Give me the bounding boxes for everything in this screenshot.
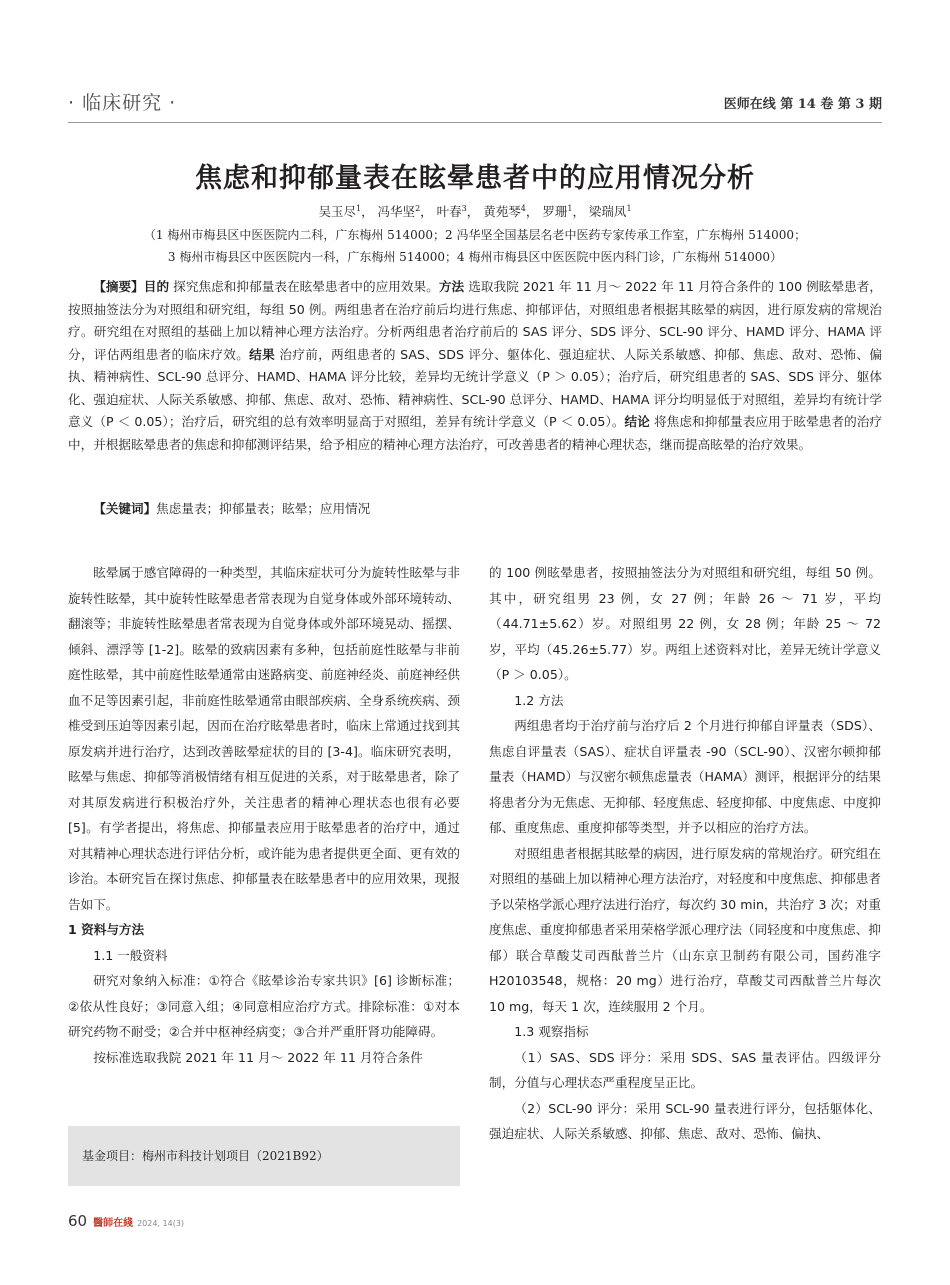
observation-paragraph-1: （1）SAS、SDS 评分：采用 SDS、SAS 量表评估。四级评分制，分值与心理状态严重程度呈正比。: [489, 1049, 881, 1090]
affiliation-line-1: （1 梅州市梅县区中医医院内二科，广东梅州 514000；2 冯华坚全国基层名老中医药专家传承工作室，广东梅州 514000；: [143, 228, 807, 242]
affiliation-line-2: 3 梅州市梅县区中医医院内一科，广东梅州 514000；4 梅州市梅县区中医医院中医内科门诊，广东梅州 514000）: [167, 250, 783, 264]
section-heading: 1 资料与方法: [68, 922, 145, 937]
result-text: 治疗前，两组患者的 SAS、SDS 评分、躯体化、强迫症状、人际关系敏感、抑郁、焦虑、敌对、恐怖、偏执、精神病性、SCL-90 总评分、HAMD、HAMA 评分比较，差异均无统计学意义（P ＞ 0.05）；治疗后，研究组患者的 SAS、SDS 评分、躯体化、强迫症状、人际关系敏感、抑郁、焦虑、敌对、恐怖、精神病性、SCL-90 总评分、HAMD、HAMA 评分均明显低于对照组，差异均有统计学意义（P ＜ 0.05）；治疗后，研究组的总有效率明显高于对照组，差异有统计学意义（P ＜ 0.05）。: [68, 346, 883, 429]
author-list: 吴玉尽$^1$， 冯华坚$^2$， 叶春$^3$， 黄苑琴$^4$， 罗珊$^1$， 梁瑞凤$^1$: [318, 203, 632, 219]
article-title: 焦虑和抑郁量表在眩晕患者中的应用情况分析: [195, 163, 755, 194]
funding-text: 基金项目：梅州市科技计划项目（2021B92）: [82, 1149, 329, 1163]
author-affil-num: 2: [415, 203, 421, 213]
page-number: 60: [68, 1212, 88, 1230]
section-label: · 临床研究 ·: [68, 92, 177, 114]
author-affil-num: 4: [520, 203, 526, 213]
subsection-heading: 1.3 观察指标: [514, 1024, 589, 1039]
right-column: [489, 560, 881, 1147]
subsection-heading: 1.2 方法: [514, 692, 564, 708]
page-header: [68, 84, 882, 124]
keywords-label: 【关键词】: [93, 501, 157, 516]
conclusion-label: 结论: [624, 414, 650, 429]
funding-box: [68, 1126, 460, 1186]
keywords-text: 焦虑量表；抑郁量表；眩晕；应用情况: [156, 501, 371, 516]
purpose-text: 探究焦虑和抑郁量表在眩晕患者中的应用效果。: [173, 279, 439, 294]
author-name: 罗珊: [542, 204, 568, 219]
author-affil-num: 3: [461, 203, 467, 213]
keywords: [68, 498, 882, 521]
journal-issue-info: 医师在线 第 14 卷 第 3 期: [723, 97, 882, 112]
continued-paragraph: 的 100 例眩晕患者，按照抽签法分为对照组和研究组，每组 50 例。其中，研究组男 23 例，女 27 例；年龄 26 ～ 71 岁，平均（44.71±5.62）岁。对照组男 22 例，女 28 例；年龄 25 ～ 72 岁，平均（45.26±5.77）岁。两组上述资料对比，差异无统计学意义（P ＞ 0.05）。: [489, 565, 881, 682]
footer-journal-logo: 醫師在綫: [93, 1218, 134, 1229]
conclusion-text: 将焦虑和抑郁量表应用于眩晕患者的治疗中，并根据眩晕患者的焦虑和抑郁测评结果，给予相应的精神心理方法治疗，可改善患者的精神心理状态，继而提高眩晕的治疗效果。: [68, 414, 883, 452]
inclusion-paragraph: 研究对象纳入标准：①符合《眩晕诊治专家共识》[6] 诊断标准；②依从性良好；③同意入组；④同意相应治疗方式。排除标准：①对本研究药物不耐受；②合并中枢神经病变；③合并严重肝肾功能障碍。: [68, 973, 460, 1039]
intro-paragraph: 眩晕属于感官障碍的一种类型，其临床症状可分为旋转性眩晕与非旋转性眩晕，其中旋转性眩晕患者常表现为自觉身体或外部环境转动、翻滚等；非旋转性眩晕患者常表现为自觉身体或外部环境晃动、摇摆、倾斜、漂浮等 [1-2]。眩晕的致病因素有多种，包括前庭性眩晕与非前庭性眩晕，其中前庭性眩晕通常由迷路病变、前庭神经炎、前庭神经供血不足等因素引起，非前庭性眩晕通常由眼部疾病、全身系统疾病、颈椎受到压迫等因素引起，因而在治疗眩晕患者时，临床上常通过找到其原发病并进行治疗，达到改善眩晕症状的目的 [3-4]。临床研究表明，眩晕与焦虑、抑郁等消极情绪有相互促进的关系，对于眩晕患者，除了对其原发病进行积极治疗外，关注患者的精神心理状态也很有必要 [5]。有学者提出，将焦虑、抑郁量表应用于眩晕患者的治疗中，通过对其精神心理状态进行评估分析，或许能为患者提供更全面、更有效的诊治。本研究旨在探讨焦虑、抑郁量表在眩晕患者中的应用效果，现报告如下。: [68, 565, 460, 912]
method-paragraph-1: 两组患者均于治疗前与治疗后 2 个月进行抑郁自评量表（SDS）、焦虑自评量表（SAS）、症状自评量表 -90（SCL-90）、汉密尔顿抑郁量表（HAMD）与汉密尔顿焦虑量表（HAMA）测评，根据评分的结果将患者分为无焦虑、无抑郁、轻度焦虑、轻度抑郁、中度焦虑、中度抑郁、重度焦虑、重度抑郁等类型，并予以相应的治疗方法。: [489, 718, 881, 835]
author-name: 黄苑琴: [483, 204, 521, 219]
observation-paragraph-2: （2）SCL-90 评分：采用 SCL-90 量表进行评分，包括躯体化、强迫症状、人际关系敏感、抑郁、焦虑、敌对、恐怖、偏执、: [489, 1100, 881, 1141]
header-divider: [68, 122, 882, 123]
author-name: 叶春: [436, 204, 462, 219]
author-affil-num: 1: [355, 203, 362, 213]
result-label: 结果: [249, 346, 276, 362]
author-affil-num: 1: [567, 203, 573, 213]
author-name: 梁瑞凤: [588, 204, 627, 219]
selection-paragraph: 按标准选取我院 2021 年 11 月～ 2022 年 11 月符合条件: [93, 1049, 423, 1065]
left-column: [68, 560, 460, 1070]
author-name: 冯华坚: [377, 204, 416, 219]
abstract-label: 【摘要】: [93, 279, 144, 294]
purpose-label: 目的: [143, 279, 170, 294]
footer-issue: 2024, 14(3): [137, 1219, 185, 1228]
page-footer: [68, 1212, 184, 1230]
author-affil-num: 1: [626, 203, 632, 213]
method-paragraph-2: 对照组患者根据其眩晕的病因，进行原发病的常规治疗。研究组在对照组的基础上加以精神心理方法治疗，对轻度和中度焦虑、抑郁患者予以荣格学派心理疗法进行治疗，每次约 30 min，共治疗 3 次；对重度焦虑、重度抑郁患者采用荣格学派心理疗法（同轻度和中度焦虑、抑郁）联合草酸艾司西酞普兰片（山东京卫制药有限公司，国药准字 H20103548，规格：20 mg）进行治疗，草酸艾司西酞普兰片每次 10 mg，每天 1 次，连续服用 2 个月。: [489, 845, 881, 1014]
method-text: 选取我院 2021 年 11 月～ 2022 年 11 月符合条件的 100 例眩晕患者，按照抽签法分为对照组和研究组，每组 50 例。两组患者在治疗前后均进行焦虑、抑郁评估，对照组患者根据其眩晕的病因，进行原发病的常规治疗。研究组在对照组的基础上加以精神心理方法治疗。分析两组患者治疗前后的 SAS 评分、SDS 评分、SCL-90 评分、HAMD 评分、HAMA 评分，评估两组患者的临床疗效。: [68, 279, 882, 362]
author-name: 吴玉尽: [318, 204, 356, 219]
method-label: 方法: [438, 279, 465, 294]
abstract: [68, 276, 882, 456]
subsection-heading: 1.1 一般资料: [93, 947, 168, 963]
